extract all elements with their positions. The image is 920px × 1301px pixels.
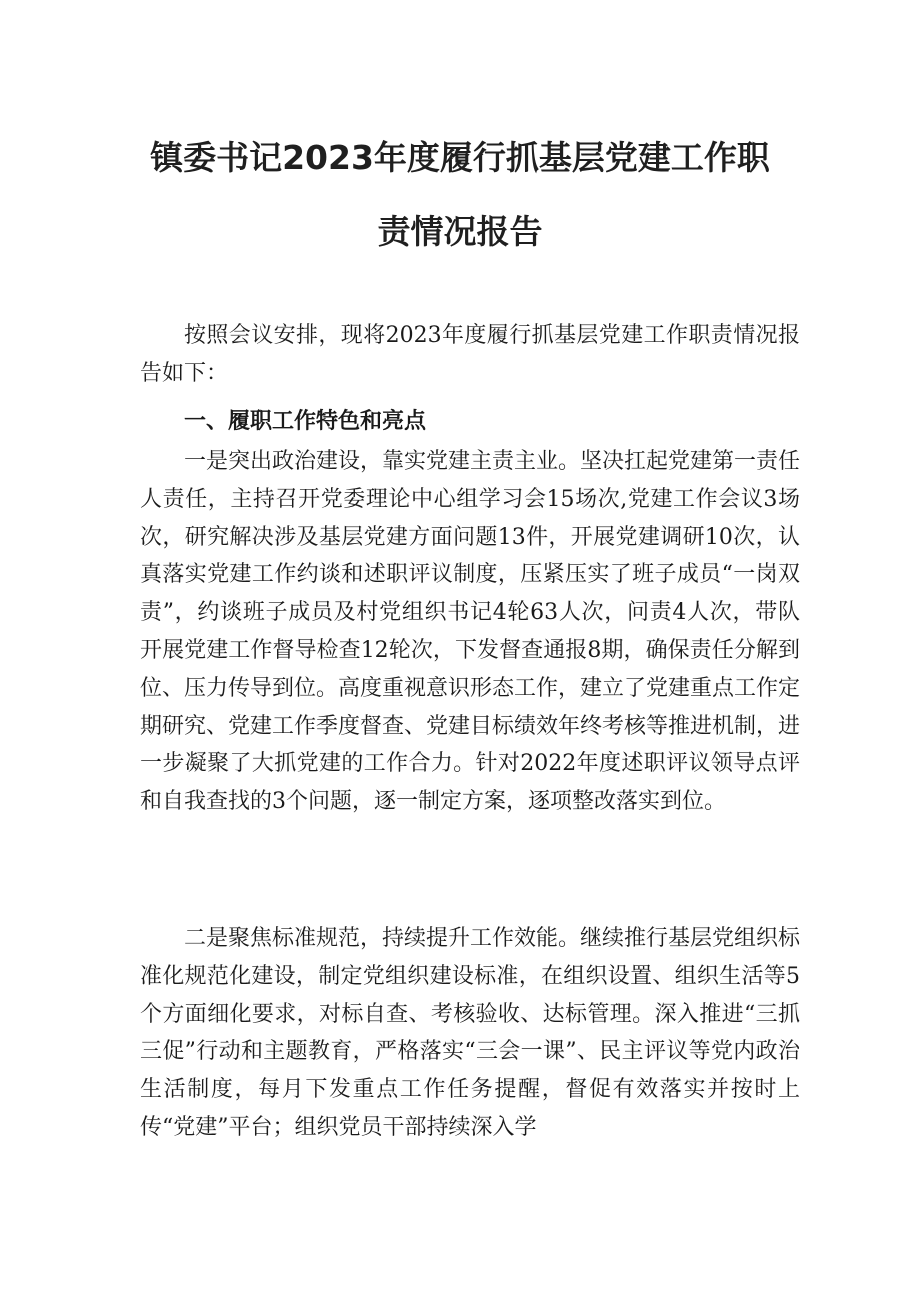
document-title-line-1: 镇委书记2023年度履行抓基层党建工作职 (150, 138, 770, 177)
paragraph-1: 一是突出政治建设，靠实党建主责主业。坚决扛起党建第一责任人责任，主持召开党委理论中心组学习会15场次,党建工作会议3场次，研究解决涉及基层党建方面问题13件，开展党建调研10次，认真落实党建工作约谈和述职评议制度，压紧压实了班子成员“一岗双责”，约谈班子成员及村党组织书记4轮63人次，问责4人次，带队开展党建工作督导检查12轮次，下发督查通报8期，确保责任分解到位、压力传导到位。高度重视意识形态工作，建立了党建重点工作定期研究、党建工作季度督查、党建目标绩效年终考核等推进机制，进一步凝聚了大抓党建的工作合力。针对2022年度述职评议领导点评和自我查找的3个问题，逐一制定方案，逐项整改落实到位。 (140, 449, 801, 815)
intro-paragraph: 按照会议安排，现将2023年度履行抓基层党建工作职责情况报告如下： (140, 323, 800, 386)
section-1-heading: 一、履职工作特色和亮点 (184, 409, 427, 434)
paragraph-2-block (140, 920, 800, 1147)
paragraph-1-block (140, 443, 800, 821)
paragraph-2: 二是聚焦标准规范，持续提升工作效能。继续推行基层党组织标准化规范化建设，制定党组织建设标准，在组织设置、组织生活等5个方面细化要求，对标自查、考核验收、达标管理。深入推进“三抓三促”行动和主题教育，严格落实“三会一课”、民主评议等党内政治生活制度，每月下发重点工作任务提醒，督促有效落实并按时上传“党建”平台；组织党员干部持续深入学 (140, 926, 801, 1140)
intro-paragraph-block (140, 317, 800, 393)
document-title-line-2: 责情况报告 (377, 212, 543, 251)
